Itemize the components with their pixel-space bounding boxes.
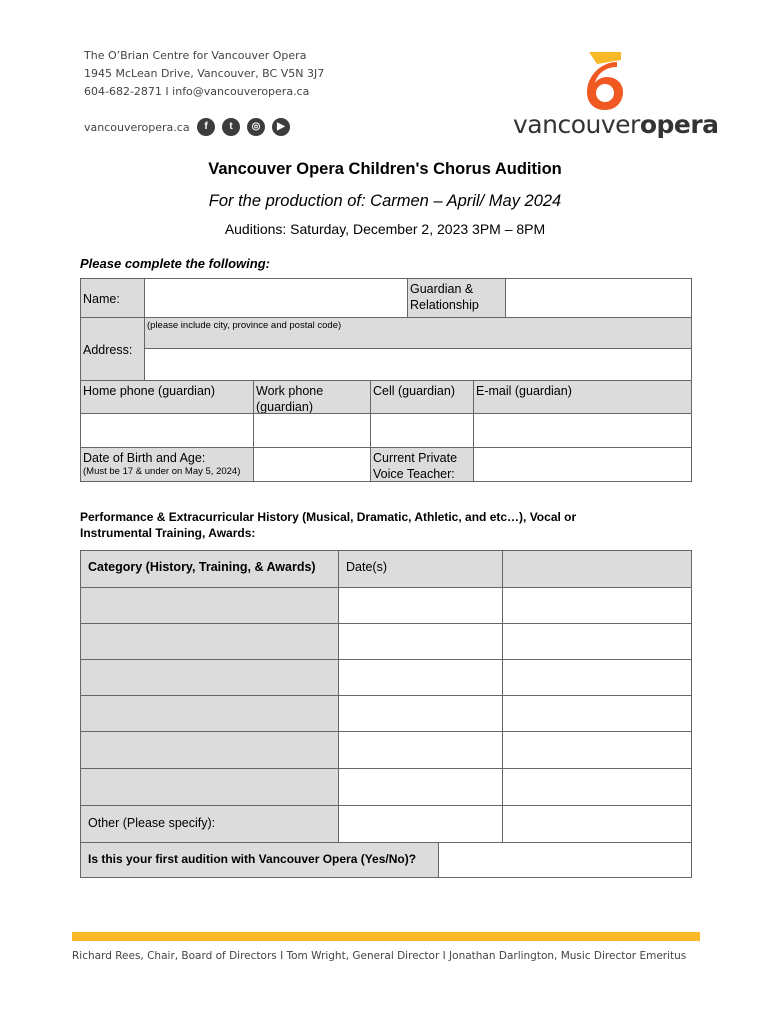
name-field[interactable] [144, 278, 408, 318]
dob-note: (Must be 17 & under on May 5, 2024) [83, 466, 241, 477]
address-line: 1945 McLean Drive, Vancouver, BC V5N 3J7 [84, 67, 325, 80]
home-phone-label: Home phone (guardian) [80, 380, 254, 414]
footer-divider [72, 932, 700, 941]
work-phone-label: Work phone (guardian) [253, 380, 371, 414]
dates-field[interactable] [338, 659, 503, 696]
history-heading: Performance & Extracurricular History (Musical, Dramatic, Athletic, and etc…), Vocal or Instrumental Training, Awards: [80, 510, 577, 540]
category-field[interactable] [80, 659, 339, 696]
extra-field[interactable] [502, 731, 692, 769]
work-phone-field[interactable] [253, 413, 371, 448]
other-label: Other (Please specify): [80, 805, 339, 843]
category-field[interactable] [80, 768, 339, 806]
address-line: The O’Brian Centre for Vancouver Opera [84, 49, 307, 62]
category-field[interactable] [80, 623, 339, 660]
other-dates-field[interactable] [338, 805, 503, 843]
dates-column-header: Date(s) [338, 550, 503, 588]
website-link[interactable]: vancouveropera.ca [84, 121, 190, 134]
name-label: Name: [80, 278, 145, 318]
logo-text-bold: opera [639, 110, 719, 139]
other-extra-field[interactable] [502, 805, 692, 843]
extra-field[interactable] [502, 587, 692, 624]
address-line: 604-682-2871 I info@vancouveropera.ca [84, 85, 310, 98]
guardian-field[interactable] [505, 278, 692, 318]
home-phone-field[interactable] [80, 413, 254, 448]
cell-phone-field[interactable] [370, 413, 474, 448]
extra-field[interactable] [502, 659, 692, 696]
facebook-icon[interactable]: f [197, 118, 215, 136]
email-label: E-mail (guardian) [473, 380, 692, 414]
dates-field[interactable] [338, 623, 503, 660]
organization-address [84, 47, 324, 101]
footer-credits: Richard Rees, Chair, Board of Directors I Tom Wright, General Director I Jonathan Darlington, Music Director Emeritus [72, 950, 687, 962]
address-label: Address: [80, 317, 145, 381]
teacher-field[interactable] [473, 447, 692, 482]
category-field[interactable] [80, 731, 339, 769]
youtube-icon[interactable]: ▶ [272, 118, 290, 136]
dates-field[interactable] [338, 587, 503, 624]
address-note: (please include city, province and postal code) [144, 317, 692, 349]
dob-field[interactable] [253, 447, 371, 482]
first-audition-label: Is this your first audition with Vancouver Opera (Yes/No)? [80, 842, 439, 878]
extra-field[interactable] [502, 695, 692, 732]
vancouver-opera-logo-icon [583, 50, 627, 112]
category-column-header: Category (History, Training, & Awards) [80, 550, 339, 588]
logo-text-light: vancouver [513, 110, 640, 139]
twitter-icon[interactable]: t [222, 118, 240, 136]
dob-label-cell [80, 447, 254, 482]
extra-field[interactable] [502, 768, 692, 806]
first-audition-field[interactable] [438, 842, 692, 878]
extra-column-header [502, 550, 692, 588]
dates-field[interactable] [338, 768, 503, 806]
extra-field[interactable] [502, 623, 692, 660]
audition-dates: Auditions: Saturday, December 2, 2023 3PM – 8PM [224, 221, 546, 237]
email-field[interactable] [473, 413, 692, 448]
page-title: Vancouver Opera Children's Chorus Audition [208, 160, 562, 178]
instagram-icon[interactable]: ◎ [247, 118, 265, 136]
cell-label: Cell (guardian) [370, 380, 474, 414]
logo-wordmark [513, 110, 719, 139]
address-field[interactable] [144, 348, 692, 381]
dob-label: Date of Birth and Age: [83, 451, 206, 465]
teacher-label: Current Private Voice Teacher: [370, 447, 474, 482]
category-field[interactable] [80, 695, 339, 732]
form-instruction: Please complete the following: [80, 256, 270, 271]
guardian-label: Guardian & Relationship [407, 278, 506, 318]
production-subtitle: For the production of: Carmen – April/ May 2024 [208, 192, 562, 210]
dates-field[interactable] [338, 695, 503, 732]
category-field[interactable] [80, 587, 339, 624]
dates-field[interactable] [338, 731, 503, 769]
